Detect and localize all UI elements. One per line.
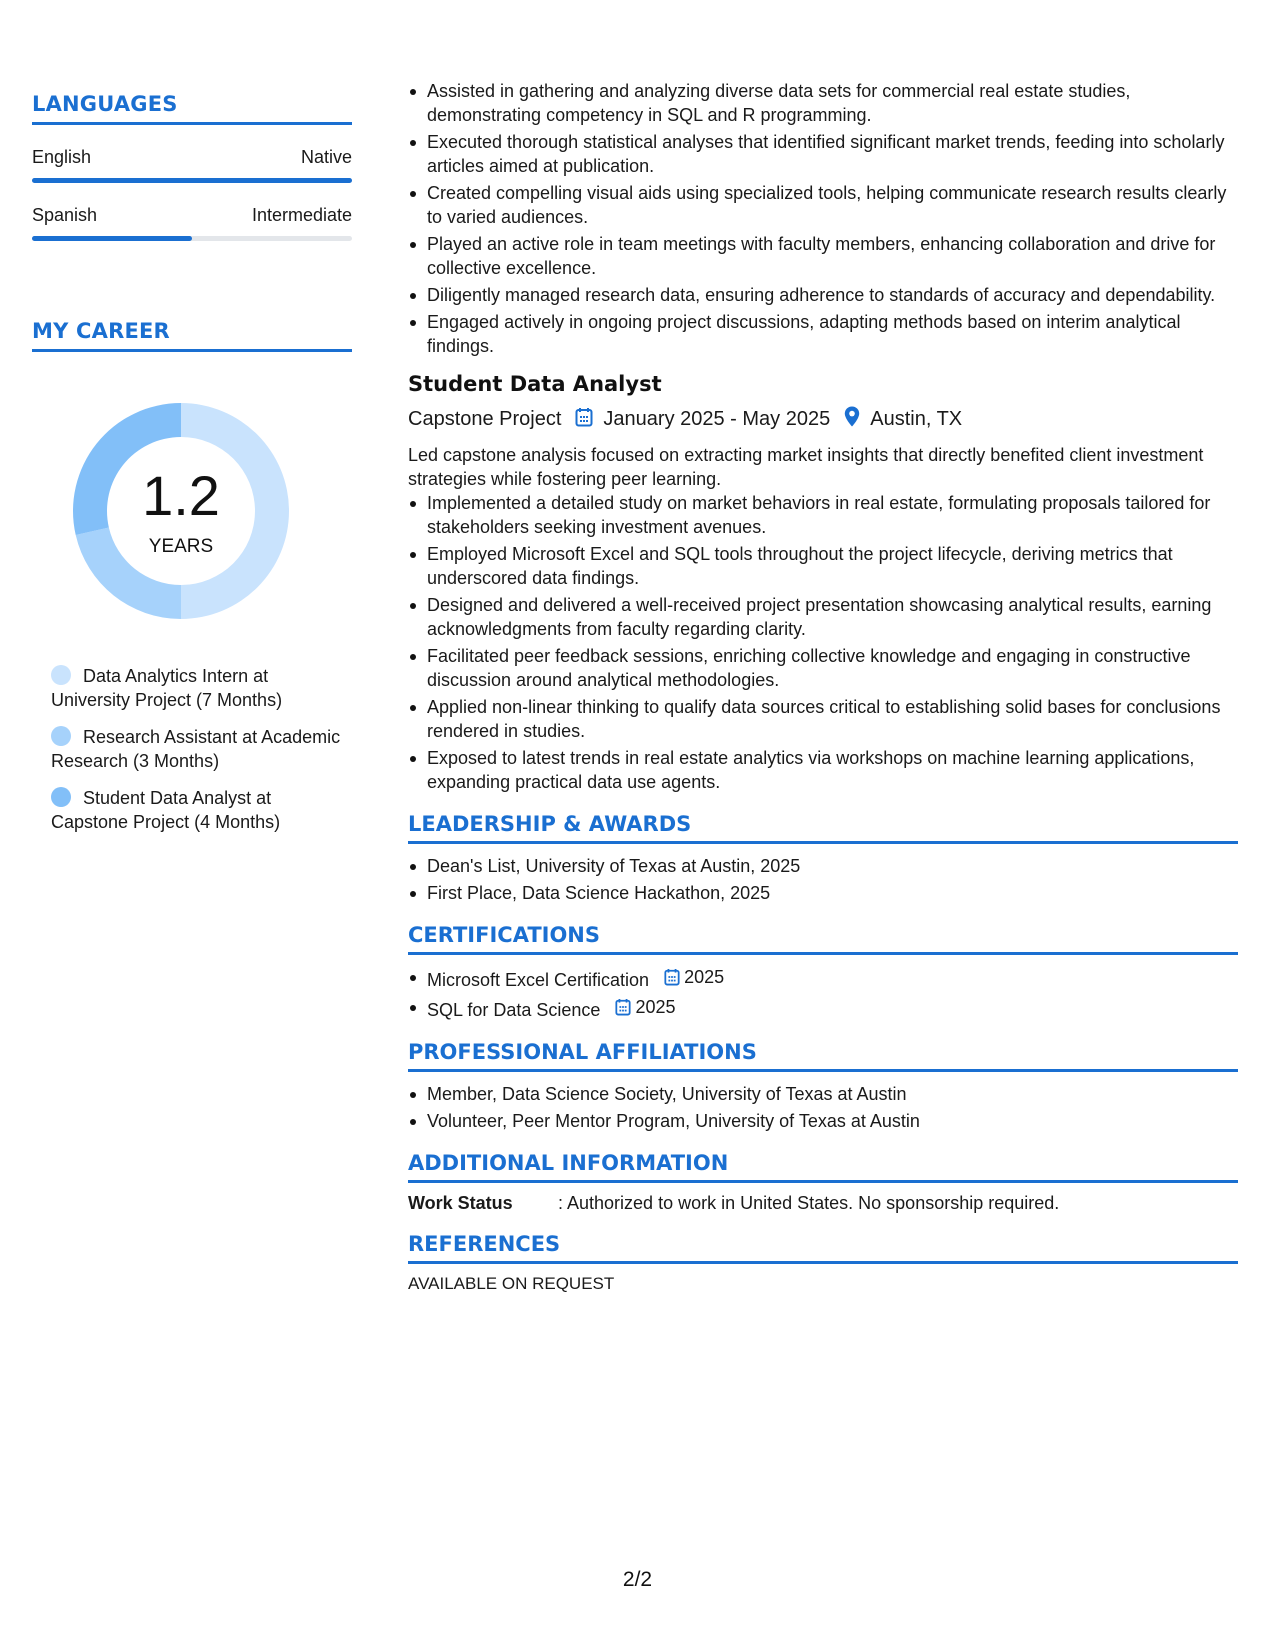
language-proficiency-fill (32, 178, 352, 183)
work-status-row (408, 1193, 1238, 1214)
job-bullets (408, 491, 1238, 794)
career-heading: MY CAREER (32, 319, 352, 352)
bullet-item: Played an active role in team meetings with faculty members, enhancing collaboration and drive for collective excellence. (427, 232, 1238, 280)
calendar-icon (575, 407, 593, 433)
bullet-item: Diligently managed research data, ensuring adherence to standards of accuracy and dependability. (427, 283, 1238, 307)
affiliations-list (408, 1082, 1238, 1133)
certifications-list (408, 965, 1238, 1022)
bullet-item: Engaged actively in ongoing project discussions, adapting methods based on interim analytical findings. (427, 310, 1238, 358)
references-text: AVAILABLE ON REQUEST (408, 1274, 615, 1293)
calendar-icon (615, 998, 631, 1016)
certification-name: Microsoft Excel Certification (427, 970, 650, 990)
language-name: English (32, 147, 92, 167)
left-column (32, 92, 352, 847)
certification-item (427, 965, 1238, 992)
bullet-item: Applied non-linear thinking to qualify data sources critical to establishing solid bases for conclusions rendered in studies. (427, 695, 1238, 743)
bullet-item: Dean's List, University of Texas at Austin, 2025 (427, 854, 1238, 878)
career-legend-item (51, 664, 352, 712)
language-spanish (32, 205, 352, 241)
legend-text: Research Assistant at Academic Research (3 Months) (51, 727, 341, 771)
career-legend-item (51, 725, 352, 773)
leadership-list (408, 854, 1238, 905)
certification-name: SQL for Data Science (427, 1000, 601, 1020)
location-pin-icon (844, 406, 860, 433)
certification-date (664, 965, 724, 989)
language-level: Intermediate (251, 205, 352, 225)
languages-heading: LANGUAGES (32, 92, 352, 125)
work-status-value: : Authorized to work in United States. No sponsorship required. (558, 1193, 1060, 1213)
language-english (32, 147, 352, 183)
calendar-icon (664, 968, 680, 986)
work-status-label: Work Status (408, 1193, 513, 1213)
bullet-item: Created compelling visual aids using specialized tools, helping communicate research results clearly to varied audiences. (427, 181, 1238, 229)
page-number: 2/2 (622, 1568, 653, 1591)
legend-dot (51, 726, 71, 746)
bullet-item: Designed and delivered a well-received project presentation showcasing analytical results, earning acknowledgments from faculty regarding clarity. (427, 593, 1238, 641)
job-meta (408, 406, 1238, 433)
certifications-heading: CERTIFICATIONS (408, 923, 1238, 955)
job-dates: January 2025 - May 2025 (603, 408, 831, 430)
career-legend (51, 664, 352, 834)
language-proficiency-fill (32, 236, 192, 241)
language-proficiency-bar (32, 236, 352, 241)
bullet-item: Member, Data Science Society, University of Texas at Austin (427, 1082, 1238, 1106)
job-description: Led capstone analysis focused on extracting market insights that directly benefited client investment strategies while fostering peer learning. (408, 445, 1204, 489)
previous-job-bullets (408, 79, 1238, 358)
certification-item (427, 995, 1238, 1022)
language-proficiency-bar (32, 178, 352, 183)
bullet-item: Volunteer, Peer Mentor Program, University of Texas at Austin (427, 1109, 1238, 1133)
job-company: Capstone Project (408, 408, 562, 430)
legend-dot (51, 665, 71, 685)
bullet-item: Employed Microsoft Excel and SQL tools throughout the project lifecycle, deriving metrics that underscored data findings. (427, 542, 1238, 590)
right-column (408, 79, 1238, 1294)
bullet-item: Assisted in gathering and analyzing diverse data sets for commercial real estate studies, demonstrating competency in SQL and R programming. (427, 79, 1238, 127)
career-legend-item (51, 786, 352, 834)
legend-text: Student Data Analyst at Capstone Project (4 Months) (51, 788, 281, 832)
language-name: Spanish (32, 205, 98, 225)
job-location: Austin, TX (870, 408, 963, 430)
bullet-item: Facilitated peer feedback sessions, enriching collective knowledge and engaging in constructive discussion around analytical methodologies. (427, 644, 1238, 692)
certification-year: 2025 (684, 967, 725, 987)
career-years-value: 1.2 (142, 464, 220, 527)
bullet-item: Exposed to latest trends in real estate analytics via workshops on machine learning applications, expanding practical data use agents. (427, 746, 1238, 794)
references-heading: REFERENCES (408, 1232, 1238, 1264)
bullet-item: First Place, Data Science Hackathon, 2025 (427, 881, 1238, 905)
career-years-label: YEARS (148, 536, 214, 557)
bullet-item: Implemented a detailed study on market behaviors in real estate, formulating proposals tailored for stakeholders seeking investment avenues. (427, 491, 1238, 539)
certification-date (615, 995, 675, 1019)
career-donut-chart (66, 396, 296, 626)
bullet-item: Executed thorough statistical analyses that identified significant market trends, feeding into scholarly articles aimed at publication. (427, 130, 1238, 178)
language-level: Native (300, 147, 352, 167)
additional-info-heading: ADDITIONAL INFORMATION (408, 1151, 1238, 1183)
job-title: Student Data Analyst (408, 372, 662, 396)
legend-text: Data Analytics Intern at University Project (7 Months) (51, 666, 283, 710)
leadership-heading: LEADERSHIP & AWARDS (408, 812, 1238, 844)
certification-year: 2025 (635, 997, 676, 1017)
legend-dot (51, 787, 71, 807)
affiliations-heading: PROFESSIONAL AFFILIATIONS (408, 1040, 1238, 1072)
